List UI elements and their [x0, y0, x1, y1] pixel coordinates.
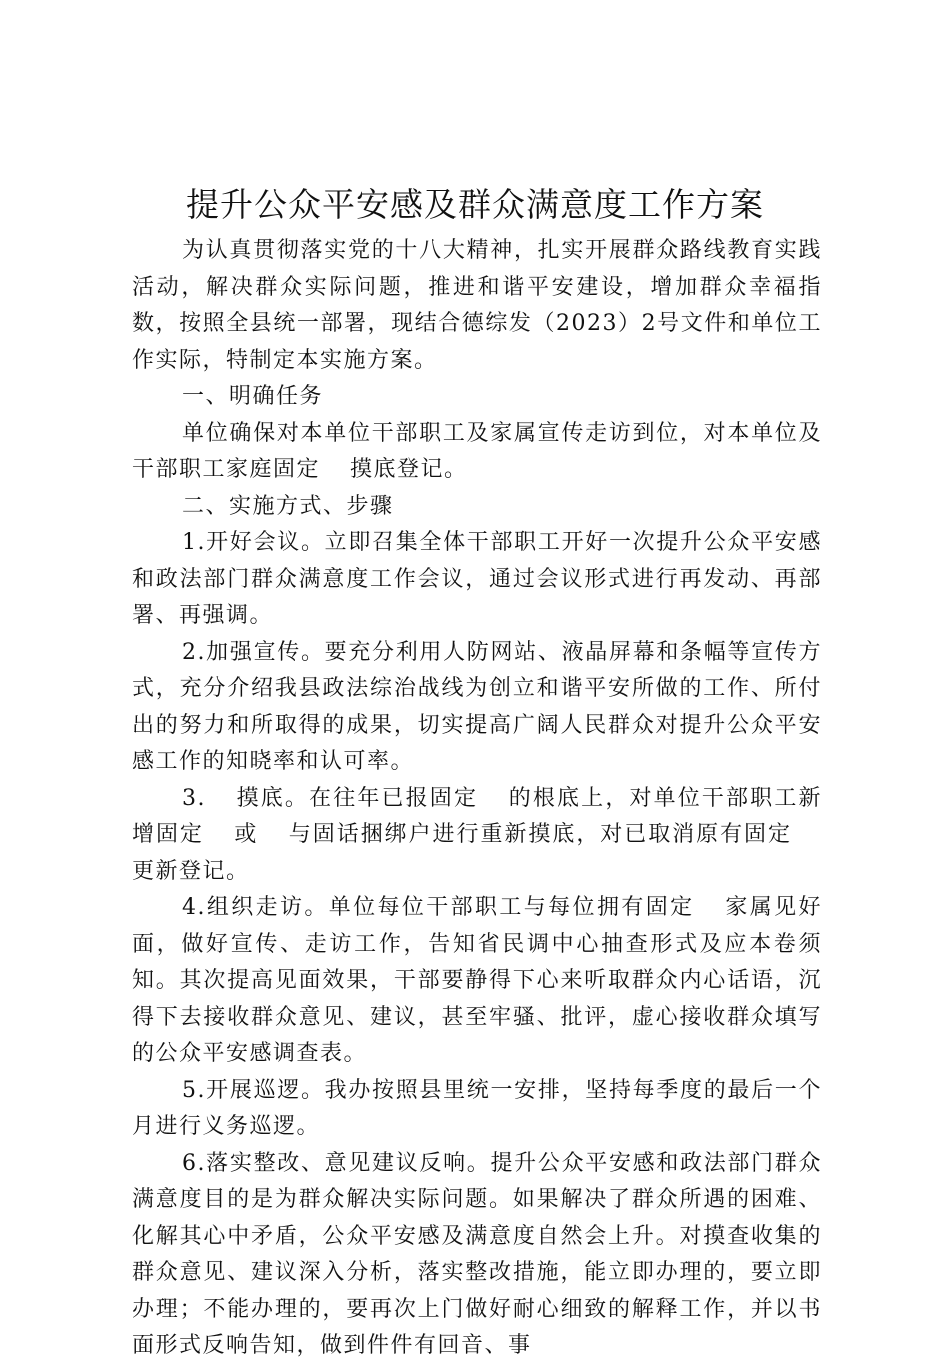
intro-paragraph: 为认真贯彻落实党的十八大精神，扎实开展群众路线教育实践活动，解决群众实际问题，推进和谐平安建设，增加群众幸福指数，按照全县统一部署，现结合德综发（2023）2号文件和单位工作实际，特制定本实施方案。 [132, 238, 822, 373]
item-1-paragraph: 1.开好会议。立即召集全体干部职工开好一次提升公众平安感和政法部门群众满意度工作会议，通过会议形式进行再发动、再部署、再强调。 [132, 530, 822, 628]
section-1-text-b: 摸底登记。 [350, 457, 468, 482]
section-2-heading: 二、实施方式、步骤 [182, 493, 394, 519]
document-title: 提升公众平安感及群众满意度工作方案 [186, 185, 764, 224]
document-body [132, 233, 822, 1365]
item-3-text-d: 或 [233, 822, 259, 847]
item-2-paragraph: 2.加强宣传。要充分利用人防网站、液晶屏幕和条幅等宣传方式，充分介绍我县政法综治战线为创立和谐平安所做的工作、所付出的努力和所取得的成果，切实提高广阔人民群众对提升公众平安感工作的知晓率和认可率。 [132, 639, 822, 774]
item-3-paragraph [132, 781, 822, 891]
item-4-text-b: 家属见好面，做好宣传、走访工作，告知省民调中心抽查形式及应本卷须知。其次提高见面效果，干部要静得下心来听取群众内心话语，沉得下去接收群众意见、建议，甚至牢骚、批评，虚心接收群众填写的公众平安感调查表。 [132, 895, 822, 1066]
item-4-paragraph [132, 890, 822, 1073]
item-6-paragraph: 6.落实整改、意见建议反响。提升公众平安感和政法部门群众满意度目的是为群众解决实际问题。如果解决了群众所遇的困难、化解其心中矛盾，公众平安感及满意度自然会上升。对摸查收集的群众意见、建议深入分析，落实整改措施，能立即办理的，要立即办理；不能办理的，要再次上门做好耐心细致的解释工作，并以书面形式反响告知，做到件件有回音、事 [132, 1150, 822, 1358]
item-3-number: 3. [182, 785, 206, 811]
item-4-text-a: 4.组织走访。单位每位干部职工与每位拥有固定 [182, 895, 695, 920]
section-1-text-a: 单位确保对本单位干部职工及家属宣传走访到位，对本单位及干部职工家庭固定 [132, 420, 822, 482]
item-5-paragraph: 5.开展巡逻。我办按照县里统一安排，坚持每季度的最后一个月进行义务巡逻。 [132, 1077, 822, 1139]
item-3-text-f: 更新登记。 [132, 858, 250, 884]
item-3-text-e: 与固话捆绑户进行重新摸底，对已取消原有固定 [288, 822, 792, 847]
item-3-text-b: 摸底。在往年已报固定 [236, 785, 479, 811]
section-1-paragraph [132, 416, 822, 489]
section-1-heading: 一、明确任务 [182, 384, 324, 409]
item-3-text-c: 的根底上，对单位干部职工新增固定 [132, 785, 822, 847]
